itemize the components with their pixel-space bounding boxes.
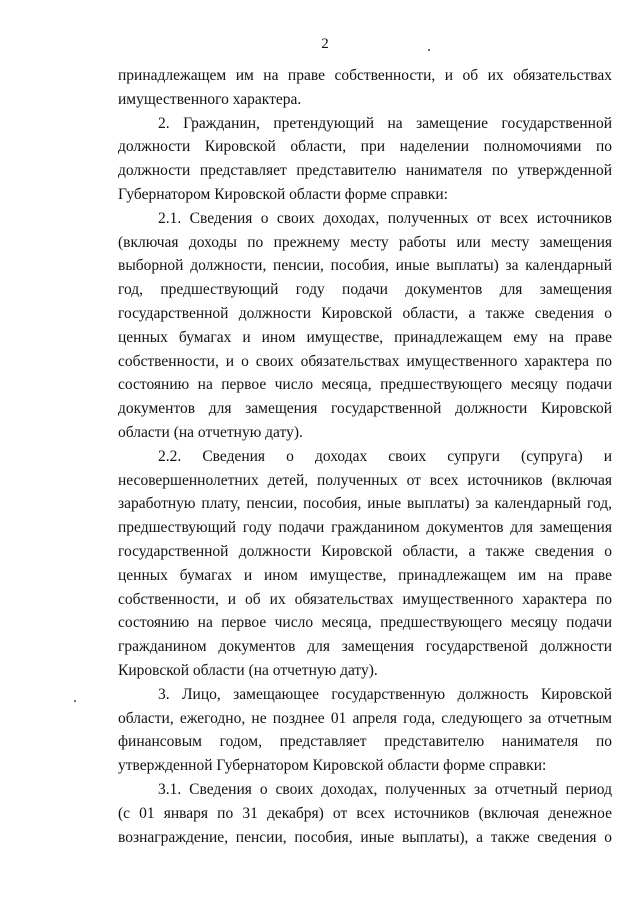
scan-speck <box>74 700 76 702</box>
page-number: 2 <box>321 36 329 52</box>
text-line: имущественного характера. <box>118 90 302 108</box>
text-line: собственности, и о своих обязательствах имущественного характера по <box>118 352 612 370</box>
text-line: состоянию на первое число месяца, предшествующего месяцу подачи <box>118 376 612 394</box>
text-line: области, ежегодно, не позднее 01 апреля года, следующего за отчетным <box>118 709 612 727</box>
text-line: выборной должности, пенсии, пособия, иные выплаты) за календарный <box>118 257 612 275</box>
text-line: собственности, и об их обязательствах имущественного характера по <box>118 590 612 608</box>
text-line: ценных бумагах и ином имуществе, принадлежащем им на праве <box>118 566 612 584</box>
text-line: несовершеннолетних детей, полученных от всех источников (включая <box>118 471 612 489</box>
text-line: документов для замещения государственной должности Кировской <box>118 400 612 418</box>
text-line: Кировской области (на отчетную дату). <box>118 661 378 679</box>
text-line: 2.1. Сведения о своих доходах, полученных от всех источников <box>158 209 612 227</box>
text-line: предшествующий году подачи гражданином документов для замещения <box>118 519 612 537</box>
text-line: (с 01 января по 31 декабря) от всех источников (включая денежное <box>118 804 612 822</box>
text-line: 3.1. Сведения о своих доходах, полученных за отчетный период <box>158 780 612 798</box>
text-line: гражданином документов для замещения государственой должности <box>118 638 612 656</box>
text-line: государственной должности Кировской области, а также сведения о <box>118 304 612 322</box>
text-line: Губернатором Кировской области форме справки: <box>118 185 448 203</box>
text-line: состоянию на первое число месяца, предшествующего месяцу подачи <box>118 614 612 632</box>
text-line: должности Кировской области, при наделении полномочиями по <box>118 138 612 156</box>
text-line: 2.2. Сведения о доходах своих супруги (супруга) и <box>158 447 612 465</box>
text-line: государственной должности Кировской области, а также сведения о <box>118 542 612 560</box>
text-line: (включая доходы по прежнему месту работы или месту замещения <box>118 233 612 251</box>
document-body <box>118 64 612 849</box>
text-line: 3. Лицо, замещающее государственную должность Кировской <box>158 685 612 703</box>
text-line: вознаграждение, пенсии, пособия, иные выплаты), а также сведения о <box>118 828 612 846</box>
text-line: год, предшествующий году подачи документов для замещения <box>118 281 612 299</box>
scan-speck <box>428 49 430 51</box>
text-line: заработную плату, пенсии, пособия, иные выплаты) за календарный год, <box>118 495 612 513</box>
text-line: области (на отчетную дату). <box>118 423 303 441</box>
text-line: финансовым годом, представляет представителю нанимателя по <box>118 733 612 751</box>
text-line: должности представляет представителю нанимателя по утвержденной <box>118 162 612 180</box>
text-line: 2. Гражданин, претендующий на замещение государственной <box>158 114 612 132</box>
text-line: ценных бумагах и ином имуществе, принадлежащем ему на праве <box>118 328 612 346</box>
text-line: принадлежащем им на праве собственности, и об их обязательствах <box>118 67 612 84</box>
text-line: утвержденной Губернатором Кировской области форме справки: <box>118 757 547 775</box>
